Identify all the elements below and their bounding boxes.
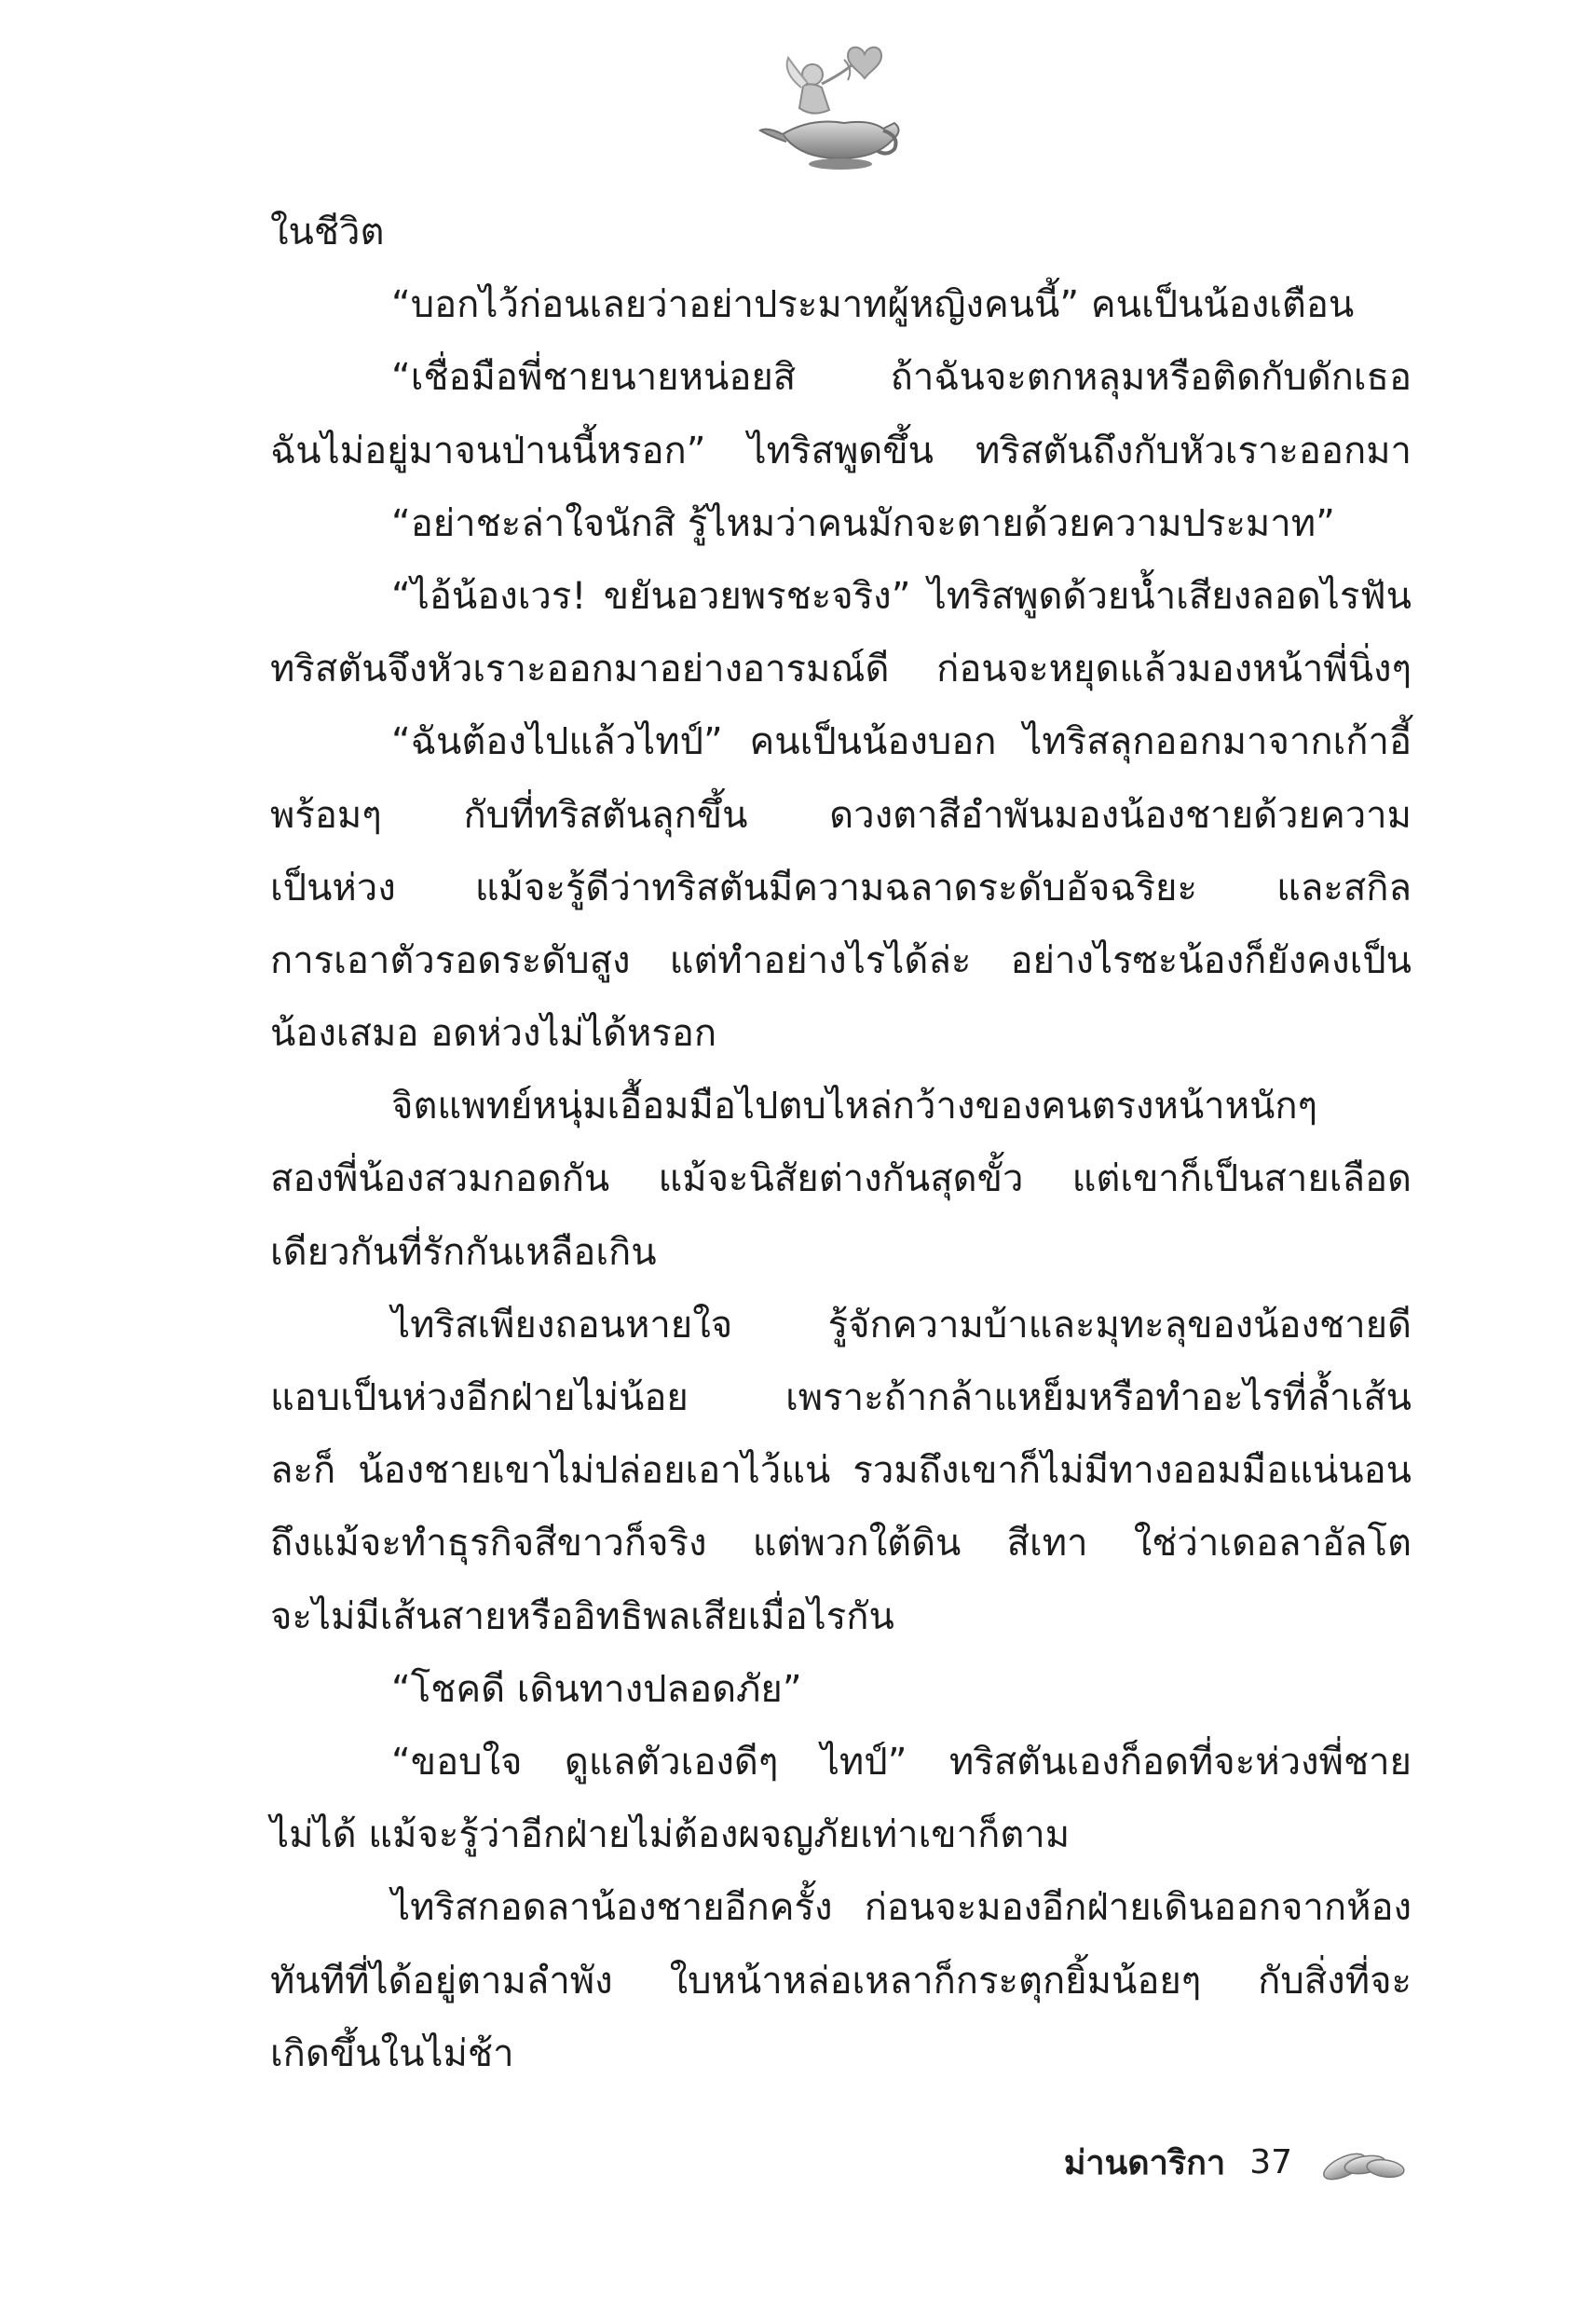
text-line: ไทริสกอดลาน้องชายอีกครั้ง ก่อนจะมองอีกฝ่ายเดินออกจากห้อง — [391, 1886, 1412, 1930]
text-line: เกิดขึ้นในไม่ช้า — [270, 2031, 514, 2075]
cupid-teapot-ornament-icon — [755, 37, 913, 177]
page-footer — [1064, 2134, 1410, 2190]
text-line: ฉันไม่อยู่มาจนป่านนี้หรอก” ไทริสพูดขึ้น ทริสตันถึงกับหัวเราะออกมา — [270, 429, 1412, 472]
text-line: เดียวกันที่รักกันเหลือเกิน — [270, 1230, 657, 1274]
text-line: แอบเป็นห่วงอีกฝ่ายไม่น้อย เพราะถ้ากล้าแหย็มหรือทำอะไรที่ล้ำเส้น — [270, 1376, 1412, 1419]
text-line: ในชีวิต — [270, 211, 385, 253]
text-line: “เชื่อมือพี่ชายนายหน่อยสิ ถ้าฉันจะตกหลุมหรือติดกับดักเธอ — [391, 356, 1412, 400]
text-line: “ไอ้น้องเวร! ขยันอวยพรชะจริง” ไทริสพูดด้วยน้ำเสียงลอดไรฟัน — [391, 574, 1412, 618]
text-line: สองพี่น้องสวมกอดกัน แม้จะนิสัยต่างกันสุดขั้ว แต่เขาก็เป็นสายเลือด — [270, 1157, 1412, 1201]
text-line: “อย่าชะล่าใจนักสิ รู้ไหมว่าคนมักจะตายด้วยความประมาท” — [391, 501, 1335, 545]
body-text — [270, 196, 1412, 2090]
text-line: ไม่ได้ แม้จะรู้ว่าอีกฝ่ายไม่ต้องผจญภัยเท่าเขาก็ตาม — [270, 1813, 1071, 1857]
page-number: 37 — [1249, 2142, 1292, 2181]
text-line: ละก็ น้องชายเขาไม่ปล่อยเอาไว้แน่ รวมถึงเขาก็ไม่มีทางออมมือแน่นอน — [270, 1449, 1412, 1493]
text-line: “ฉันต้องไปแล้วไทป์” คนเป็นน้องบอก ไทริสลุกออกมาจากเก้าอี้ — [391, 720, 1412, 764]
text-line: จิตแพทย์หนุ่มเอื้อมมือไปตบไหล่กว้างของคนตรงหน้าหนักๆ — [391, 1085, 1318, 1128]
pebbles-ornament-icon — [1316, 2139, 1410, 2185]
text-line: “บอกไว้ก่อนเลยว่าอย่าประมาทผู้หญิงคนนี้” คนเป็นน้องเตือน — [391, 283, 1355, 327]
text-line: พร้อมๆ กับที่ทริสตันลุกขึ้น ดวงตาสีอำพันมองน้องชายด้วยความ — [270, 793, 1412, 837]
text-line: น้องเสมอ อดห่วงไม่ได้หรอก — [270, 1012, 717, 1056]
book-title: ม่านดาริกา — [1063, 2143, 1226, 2182]
text-line: ไทริสเพียงถอนหายใจ รู้จักความบ้าและมุทะลุของน้องชายดี — [391, 1303, 1412, 1347]
text-line: จะไม่มีเส้นสายหรืออิทธิพลเสียเมื่อไรกัน — [270, 1594, 894, 1638]
text-line: ถึงแม้จะทำธุรกิจสีขาวก็จริง แต่พวกใต้ดิน สีเทา ใช่ว่าเดอลาอัลโต — [270, 1522, 1412, 1566]
text-line: เป็นห่วง แม้จะรู้ดีว่าทริสตันมีความฉลาดระดับอัจฉริยะ และสกิล — [270, 866, 1412, 909]
text-line: “โชคดี เดินทางปลอดภัย” — [391, 1667, 802, 1711]
text-line: “ขอบใจ ดูแลตัวเองดีๆ ไทป์” ทริสตันเองก็อดที่จะห่วงพี่ชาย — [391, 1740, 1412, 1784]
text-line: การเอาตัวรอดระดับสูง แต่ทำอย่างไรได้ล่ะ อย่างไรซะน้องก็ยังคงเป็น — [270, 938, 1412, 982]
text-line: ทริสตันจึงหัวเราะออกมาอย่างอารมณ์ดี ก่อนจะหยุดแล้วมองหน้าพี่นิ่งๆ — [270, 648, 1412, 691]
text-line: ทันทีที่ได้อยู่ตามลำพัง ใบหน้าหล่อเหลาก็กระตุกยิ้มน้อยๆ กับสิ่งที่จะ — [270, 1959, 1412, 2003]
